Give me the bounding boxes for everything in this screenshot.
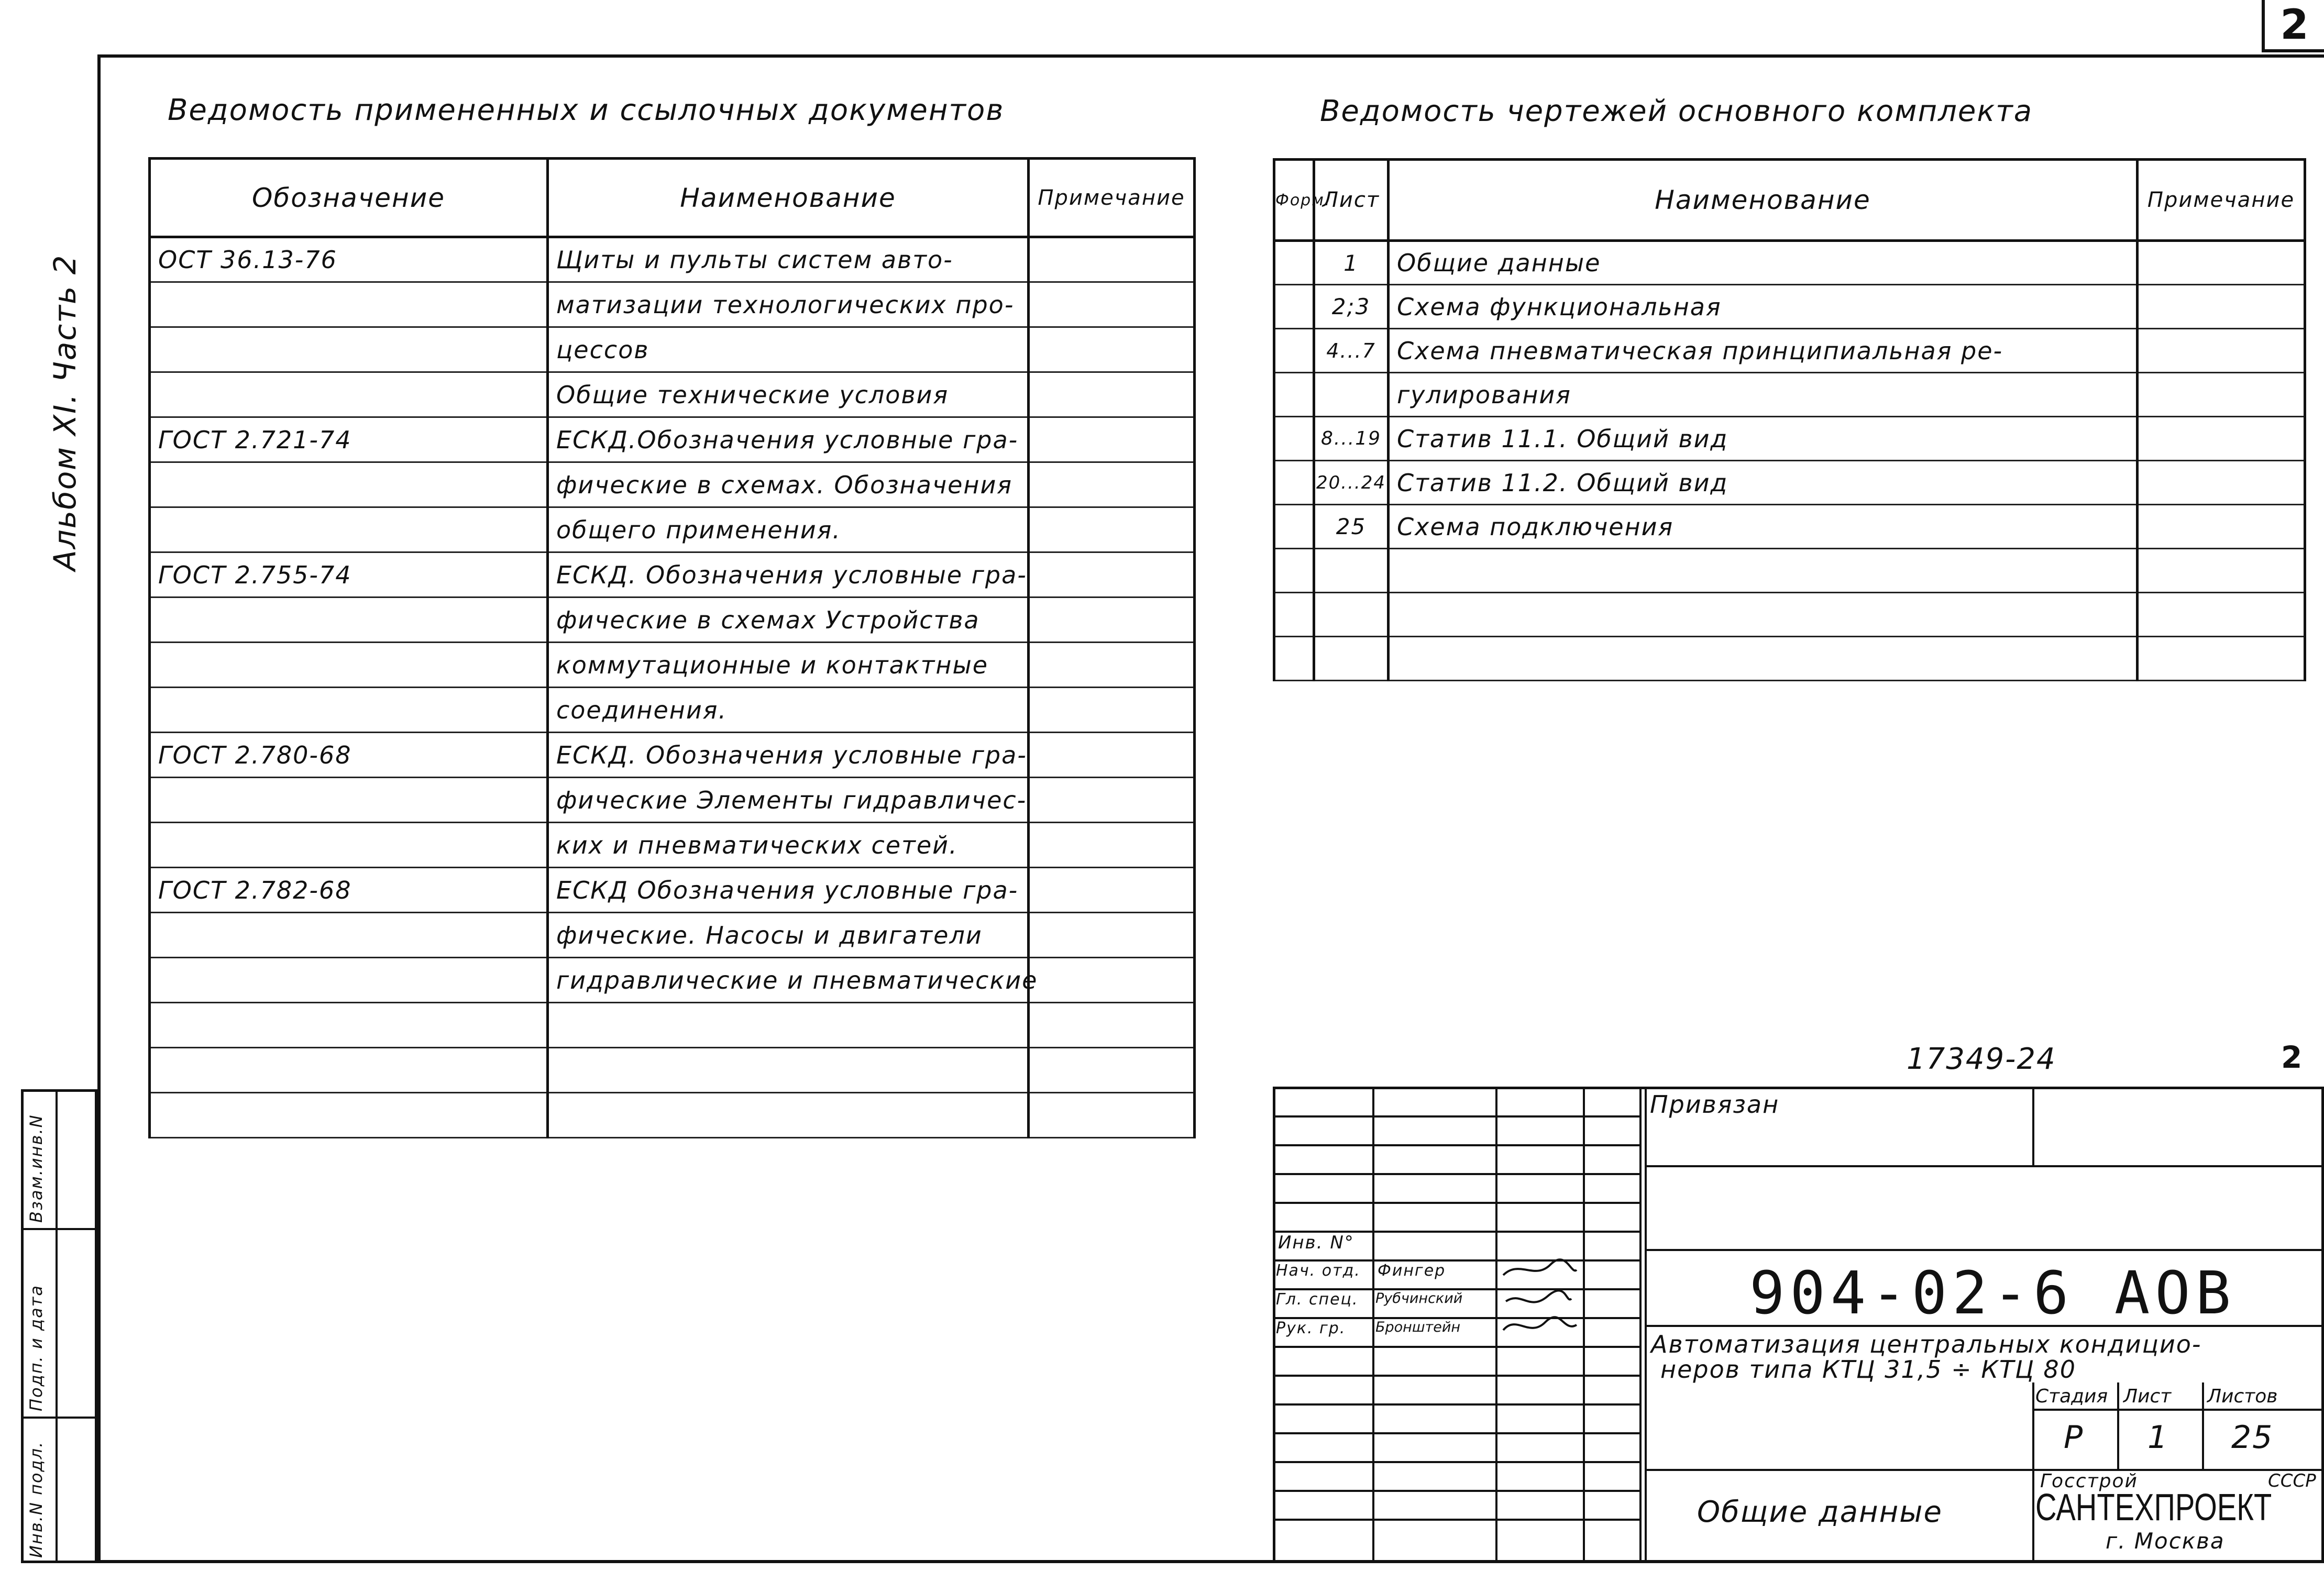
table-cell: ГОСТ 2.780-68 <box>150 733 548 778</box>
left-stamp-divider <box>21 1228 97 1230</box>
table-cell: ОСТ 36.13-76 <box>150 237 548 282</box>
table-cell: Общие данные <box>1389 241 2138 285</box>
table-cell <box>1314 637 1389 681</box>
title-block-line <box>2032 1409 2324 1411</box>
table-cell <box>150 282 548 327</box>
table-cell <box>2138 505 2305 549</box>
title-block-line <box>1273 1115 1639 1118</box>
sheets-header: Листов <box>2207 1386 2278 1407</box>
table-cell: 1 <box>1314 241 1389 285</box>
table-cell: ГОСТ 2.721-74 <box>150 417 548 462</box>
left-stamp-divider <box>56 1089 58 1563</box>
table-cell: 25 <box>1314 505 1389 549</box>
table-cell <box>1389 593 2138 637</box>
table-cell: Схема подключения <box>1389 505 2138 549</box>
table-cell <box>150 462 548 507</box>
table-cell <box>1274 505 1314 549</box>
table-cell <box>2138 549 2305 593</box>
table-cell <box>1029 507 1195 552</box>
table-cell <box>150 643 548 688</box>
org-city: г. Москва <box>2106 1528 2225 1554</box>
title-block-line <box>2117 1382 2119 1469</box>
table-cell <box>150 958 548 1003</box>
table-cell <box>1389 549 2138 593</box>
title-block-line <box>1645 1249 2324 1251</box>
table-cell <box>1029 372 1195 417</box>
table-cell <box>1029 733 1195 778</box>
table-cell: гидравлические и пневматические <box>548 958 1029 1003</box>
ref-number: 17349-24 <box>1907 1042 2056 1076</box>
table-cell <box>150 913 548 958</box>
signature-scribbles <box>1498 1254 1582 1348</box>
stage-value: Р <box>2064 1419 2084 1456</box>
table-cell: гулирования <box>1389 373 2138 417</box>
table-cell: ЕСКД. Обозначения условные гра- <box>548 733 1029 778</box>
table-cell: Общие технические условия <box>548 372 1029 417</box>
title-block-line <box>1273 1490 1639 1492</box>
org-top-right: СССР <box>2268 1470 2316 1491</box>
table-cell <box>1029 778 1195 823</box>
table-cell: 8...19 <box>1314 417 1389 461</box>
drawings-header-form: Форм. <box>1274 160 1314 241</box>
table-cell <box>2138 593 2305 637</box>
table-cell: фические. Насосы и двигатели <box>548 913 1029 958</box>
table-cell <box>1029 688 1195 733</box>
table-cell <box>150 823 548 868</box>
ref-docs-header-note: Примечание <box>1029 159 1195 237</box>
album-label: Альбом XI. Часть 2 <box>47 254 83 571</box>
table-cell: 4...7 <box>1314 329 1389 373</box>
table-cell: фические в схемах Устройства <box>548 598 1029 643</box>
vzam-inv-label: Взам.инв.N <box>26 1114 46 1223</box>
sheet-title: Общие данные <box>1697 1495 1943 1529</box>
table-cell: Статив 11.2. Общий вид <box>1389 461 2138 505</box>
table-cell <box>1274 241 1314 285</box>
drawings-table <box>1273 158 2306 681</box>
inv-label: Инв. N° <box>1278 1232 1354 1253</box>
org-name: САНТЕХПРОЕКТ <box>2035 1487 2272 1529</box>
table-cell <box>1029 958 1195 1003</box>
table-cell <box>150 688 548 733</box>
table-cell <box>548 1003 1029 1048</box>
table-cell <box>1314 373 1389 417</box>
table-cell: Схема пневматическая принципиальная ре- <box>1389 329 2138 373</box>
table-cell <box>1029 1003 1195 1048</box>
title-block-line <box>1639 1087 1642 1563</box>
title-block-line <box>2032 1087 2034 1165</box>
table-cell <box>1029 913 1195 958</box>
table-cell: матизации технологических про- <box>548 282 1029 327</box>
title-block-line <box>1273 1519 1639 1521</box>
org-top-left: Госстрой <box>2040 1470 2138 1492</box>
table-cell <box>1029 327 1195 372</box>
title-block-line <box>1273 1432 1639 1434</box>
drawings-title: Ведомость чертежей основного комплекта <box>1320 94 2033 128</box>
page-number: 2 <box>2281 1039 2303 1075</box>
doc-code: 904-02-6 АОВ <box>1749 1259 2237 1327</box>
drawings-header-sheet: Лист <box>1314 160 1389 241</box>
person-name: Бронштейн <box>1375 1319 1461 1335</box>
table-cell <box>150 327 548 372</box>
table-cell <box>2138 373 2305 417</box>
table-cell: ЕСКД. Обозначения условные гра- <box>548 552 1029 598</box>
table-cell <box>150 372 548 417</box>
table-cell: общего применения. <box>548 507 1029 552</box>
ref-docs-header-designation: Обозначение <box>150 159 548 237</box>
table-cell: 2;3 <box>1314 285 1389 329</box>
privyazan-label: Привязан <box>1650 1090 1780 1119</box>
title-block-line <box>1273 1202 1639 1204</box>
table-cell <box>1029 462 1195 507</box>
table-cell <box>548 1093 1029 1138</box>
table-cell <box>150 507 548 552</box>
table-cell <box>1029 1048 1195 1093</box>
table-cell <box>1029 598 1195 643</box>
table-cell <box>1274 329 1314 373</box>
person-role: Рук. гр. <box>1276 1319 1346 1337</box>
table-cell <box>1274 637 1314 681</box>
table-cell <box>1274 549 1314 593</box>
table-cell: соединения. <box>548 688 1029 733</box>
description-line1: Автоматизация центральных кондицио- <box>1651 1330 2202 1358</box>
description-line2: неров типа КТЦ 31,5 ÷ КТЦ 80 <box>1660 1355 2076 1384</box>
table-cell <box>1029 823 1195 868</box>
sheet-header: Лист <box>2123 1386 2172 1407</box>
table-cell: коммутационные и контактные <box>548 643 1029 688</box>
table-cell: ГОСТ 2.755-74 <box>150 552 548 598</box>
table-cell <box>150 1048 548 1093</box>
table-cell <box>1029 1093 1195 1138</box>
sheets-value: 25 <box>2231 1419 2274 1456</box>
table-cell: ЕСКД.Обозначения условные гра- <box>548 417 1029 462</box>
table-cell: фические Элементы гидравличес- <box>548 778 1029 823</box>
table-cell <box>1274 461 1314 505</box>
person-role: Гл. спец. <box>1276 1290 1359 1309</box>
table-cell <box>2138 329 2305 373</box>
title-block-line <box>2202 1382 2204 1469</box>
ref-docs-title: Ведомость примененных и ссылочных документов <box>168 93 1005 127</box>
table-cell: ЕСКД Обозначения условные гра- <box>548 868 1029 913</box>
title-block-line <box>1645 1165 2324 1167</box>
title-block-line <box>1645 1469 2324 1471</box>
title-block-line <box>1273 1346 1639 1348</box>
table-cell <box>150 1093 548 1138</box>
podp-data-label: Подп. и дата <box>26 1285 46 1411</box>
title-block-line <box>1273 1375 1639 1377</box>
table-cell <box>150 778 548 823</box>
person-name: Фингер <box>1378 1262 1446 1280</box>
drawings-header-note: Примечание <box>2138 160 2305 241</box>
table-cell: Схема функциональная <box>1389 285 2138 329</box>
left-stamp-divider <box>21 1417 97 1419</box>
table-cell <box>1029 552 1195 598</box>
table-cell <box>1029 237 1195 282</box>
table-cell: Щиты и пульты систем авто- <box>548 237 1029 282</box>
sheet-value: 1 <box>2147 1419 2169 1456</box>
table-cell <box>1274 373 1314 417</box>
table-cell <box>2138 285 2305 329</box>
table-cell <box>1029 643 1195 688</box>
table-cell <box>2138 461 2305 505</box>
table-cell <box>1274 417 1314 461</box>
title-block-line <box>1273 1461 1639 1463</box>
person-name: Рубчинский <box>1375 1290 1463 1307</box>
person-role: Нач. отд. <box>1276 1262 1361 1280</box>
table-cell <box>1029 417 1195 462</box>
table-cell <box>150 1003 548 1048</box>
title-block-line <box>1273 1173 1639 1175</box>
table-cell <box>1029 868 1195 913</box>
table-cell <box>1274 593 1314 637</box>
table-cell: ких и пневматических сетей. <box>548 823 1029 868</box>
table-cell: 20...24 <box>1314 461 1389 505</box>
table-cell <box>2138 417 2305 461</box>
title-block-line <box>1273 1144 1639 1146</box>
table-cell: Статив 11.1. Общий вид <box>1389 417 2138 461</box>
table-cell: фические в схемах. Обозначения <box>548 462 1029 507</box>
table-cell <box>1389 637 2138 681</box>
table-cell <box>1314 593 1389 637</box>
drawings-header-name: Наименование <box>1389 160 2138 241</box>
inv-podl-label: Инв.N подл. <box>26 1441 46 1558</box>
title-block-line <box>1273 1403 1639 1406</box>
stage-header: Стадия <box>2035 1386 2108 1407</box>
table-cell <box>1274 285 1314 329</box>
table-cell <box>1029 282 1195 327</box>
table-cell <box>2138 637 2305 681</box>
table-cell: цессов <box>548 327 1029 372</box>
table-cell: ГОСТ 2.782-68 <box>150 868 548 913</box>
ref-docs-header-name: Наименование <box>548 159 1029 237</box>
table-cell <box>1314 549 1389 593</box>
table-cell <box>150 598 548 643</box>
sheet-number-corner: 2 <box>2262 0 2324 52</box>
ref-docs-table <box>148 157 1196 1138</box>
table-cell <box>2138 241 2305 285</box>
table-cell <box>548 1048 1029 1093</box>
